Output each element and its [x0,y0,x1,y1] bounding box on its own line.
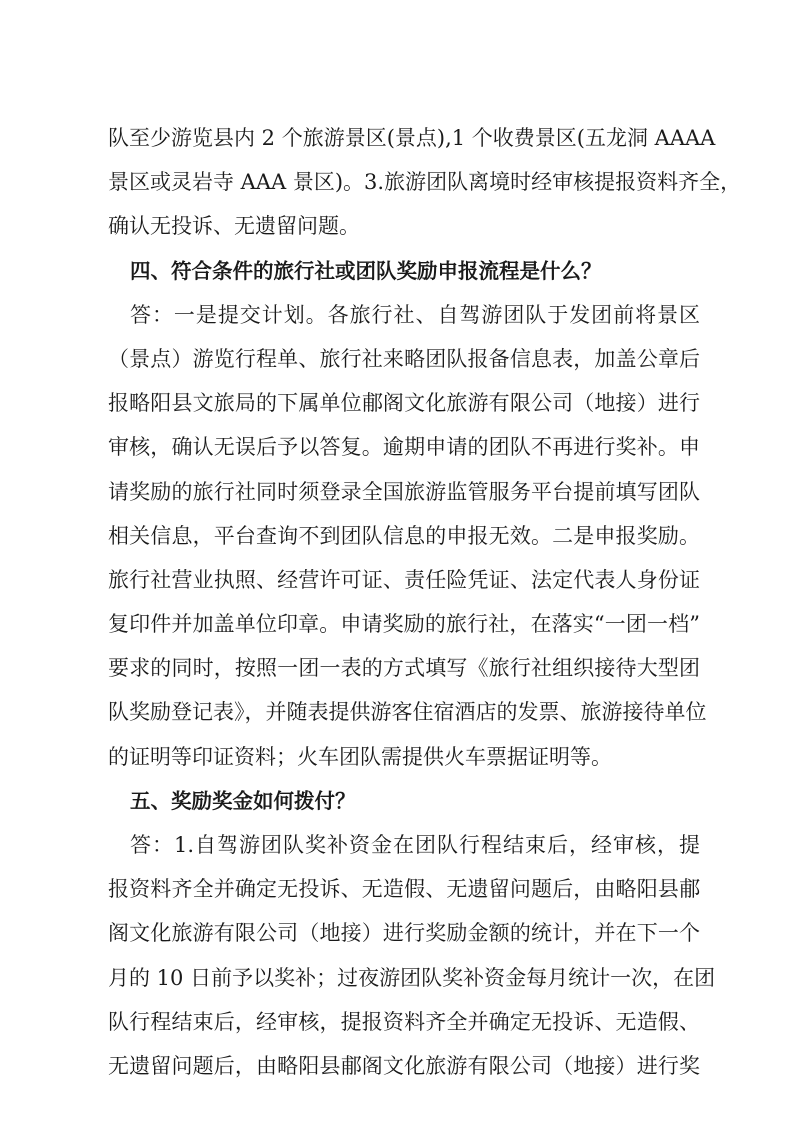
text-line: 阁文化旅游有限公司（地接）进行奖励金额的统计，并在下一个 [108,921,700,946]
document-page [108,120,742,1092]
text-line: 景区或灵岩寺 AAA 景区)。3.旅游团队离境时经审核提报资料齐全， [108,170,742,195]
text-line: 请奖励的旅行社同时须登录全国旅游监管服务平台提前填写团队 [108,479,700,504]
text-line: 要求的同时，按照一团一表的方式填写《旅行社组织接待大型团 [108,656,700,681]
text-line: 报略阳县文旅局的下属单位郙阁文化旅游有限公司（地接）进行 [108,391,700,416]
text-line: 无遗留问题后，由略阳县郙阁文化旅游有限公司（地接）进行奖 [108,1053,700,1078]
text-line: 答：一是提交计划。各旅行社、自驾游团队于发团前将景区 [130,302,700,327]
section-heading: 五、奖励奖金如何拨付？ [130,788,356,813]
text-line: 队行程结束后，经审核，提报资料齐全并确定无投诉、无造假、 [108,1009,700,1034]
text-line: 队至少游览县内 2 个旅游景区(景点),1 个收费景区(五龙洞 AAAA [108,126,716,150]
text-line: 队奖励登记表》，并随表提供游客住宿酒店的发票、旅游接待单位 [108,700,707,725]
text-line: 确认无投诉、无遗留问题。 [108,214,360,239]
text-line: 报资料齐全并确定无投诉、无造假、无遗留问题后，由略阳县郙 [108,877,700,902]
text-line: 的证明等印证资料；火车团队需提供火车票据证明等。 [108,744,612,769]
text-line: 月的 10 日前予以奖补；过夜游团队奖补资金每月统计一次，在团 [108,965,716,990]
text-line: 复印件并加盖单位印章。申请奖励的旅行社，在落实“一团一档” [108,612,700,637]
text-line: 旅行社营业执照、经营许可证、责任险凭证、法定代表人身份证 [108,567,700,592]
section-heading: 四、符合条件的旅行社或团队奖励申报流程是什么？ [130,258,602,283]
text-line: （景点）游览行程单、旅行社来略团队报备信息表，加盖公章后 [108,346,700,371]
text-line: 审核，确认无误后予以答复。逾期申请的团队不再进行奖补。申 [108,435,700,460]
text-line: 相关信息，平台查询不到团队信息的申报无效。二是申报奖励。 [108,523,700,548]
text-line: 答：1.自驾游团队奖补资金在团队行程结束后，经审核，提 [130,833,700,857]
